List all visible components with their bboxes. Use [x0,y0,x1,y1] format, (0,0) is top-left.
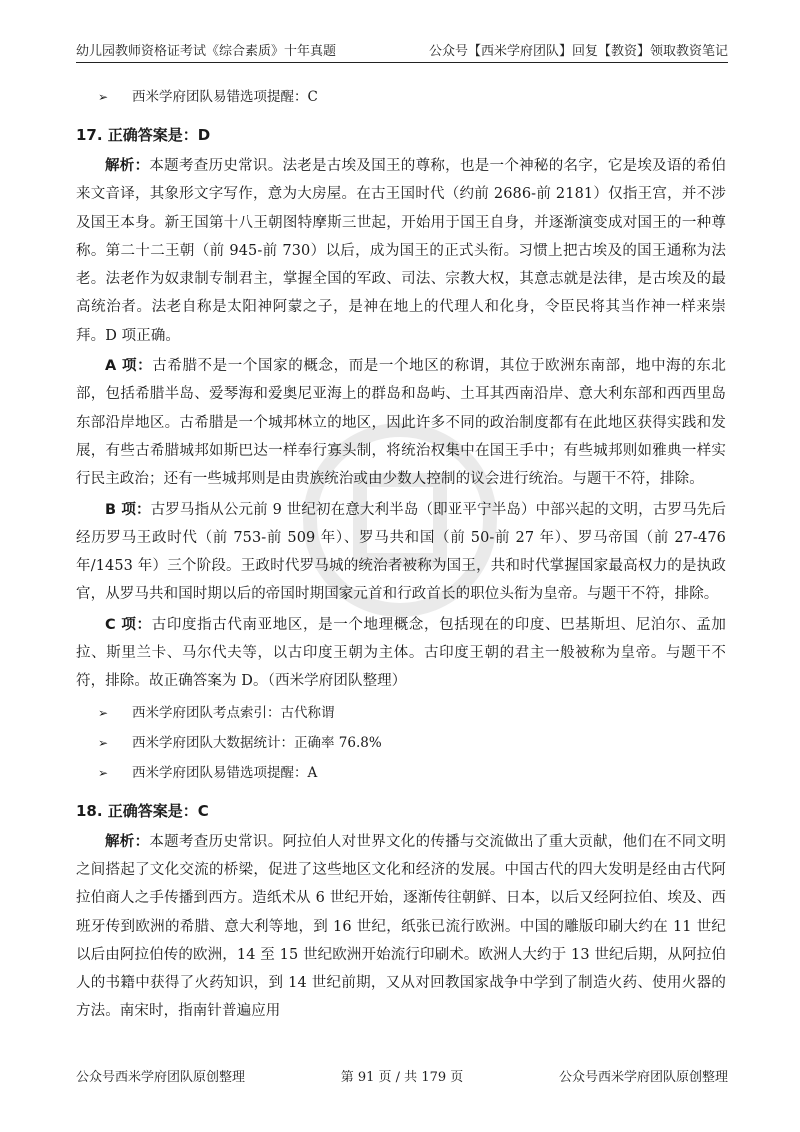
bullet-text: 西米学府团队考点索引：古代称谓 [132,704,335,721]
list-item [76,84,726,110]
arrow-bullet-icon: ➢ [98,90,109,104]
option-b-text: 古罗马指从公元前 9 世纪初在意大利半岛（即亚平宁半岛）中部兴起的文明，古罗马先后经历罗马王政时代（前 753-前 509 年）、罗马共和国（前 50-前 27 年）、罗马帝国（前 27-476 年/1453 年）三个阶段。王政时代罗马城的统治者被称为国王，共和时代掌握国家最高权力的是执政官，从罗马共和国时期以后的帝国时期国家元首和行政首长的职位头衔为皇帝。与题干不符，排除。 [76,501,726,603]
option-a-text: 古希腊不是一个国家的概念，而是一个地区的称谓，其位于欧洲东南部，地中海的东北部，包括希腊半岛、爱琴海和爱奥尼亚海上的群岛和岛屿、土耳其西南沿岸、意大利东部和西西里岛东部沿岸地区。古希腊是一个城邦林立的地区，因此许多不同的政治制度都有在此地区获得实践和发展，有些古希腊城邦如斯巴达一样奉行寡头制，将统治权集中在国王手中；有些城邦则如雅典一样实行民主政治；还有一些城邦则是由贵族统治或由少数人控制的议会进行统治。与题干不符，排除。 [76,358,727,488]
option-a-label: A 项： [105,358,153,375]
header-promo: 公众号【西米学府团队】回复【教资】领取教资笔记 [428,44,728,59]
footer-right: 公众号西米学府团队原创整理 [558,1070,728,1085]
option-c-text: 古印度指古代南亚地区，是一个地理概念，包括现在的印度、巴基斯坦、尼泊尔、孟加拉、斯里兰卡、马尔代夫等，以古印度王朝为主体。古印度王朝的君主一般被称为皇帝。与题干不符，排除。故正确答案为 D。（西米学府团队整理） [76,616,727,690]
bullet-text: 西米学府团队易错选项提醒：C [132,89,318,105]
analysis-text: 本题考查历史常识。法老是古埃及国王的尊称，也是一个神秘的名字，它是埃及语的希伯来文音译，其象形文字写作，意为大房屋。在古王国时代（约前 2686-前 2181）仅指王宫，并不涉及国王本身。新王国第十八王朝图特摩斯三世起，开始用于国王自身，并逐渐演变成对国王的一种尊称。第二十二王朝（前 945-前 730）以后，成为国王的正式头衔。习惯上把古埃及的国王通称为法老。法老作为奴隶制专制君主，掌握全国的军政、司法、宗教大权，其意志就是法律，是古埃及的最高统治者。法老自称是太阳神阿蒙之子，是神在地上的代理人和化身，令臣民将其当作神一样来崇拜。D 项正确。 [76,158,726,344]
page-footer [76,1062,728,1090]
list-item [76,730,726,756]
arrow-bullet-icon: ➢ [98,735,109,750]
analysis-label: 解析： [105,158,150,174]
list-item [76,700,726,726]
q17-analysis [76,152,726,350]
page-number: 第 91 页 / 共 179 页 [340,1070,464,1085]
footer-left: 公众号西米学府团队原创整理 [76,1070,246,1085]
q17-option-a [76,352,726,493]
list-item [76,760,726,786]
q18-analysis [76,828,726,1026]
question-17-heading: 17. 正确答案是：D [76,126,211,144]
option-c-label: C 项： [105,616,152,633]
arrow-bullet-icon: ➢ [98,705,109,720]
page-header [76,36,728,63]
q17-option-b [76,496,726,609]
analysis-text: 本题考查历史常识。阿拉伯人对世界文化的传播与交流做出了重大贡献，他们在不同文明之间搭起了文化交流的桥梁，促进了这些地区文化和经济的发展。中国古代的四大发明是经由古代阿拉伯商人之手传播到西方。造纸术从 6 世纪开始，逐渐传往朝鲜、日本，以后又经阿拉伯、埃及、西班牙传到欧洲的希腊、意大利等地，到 16 世纪，纸张已流行欧洲。中国的雕版印刷大约在 11 世纪以后由阿拉伯传的欧洲，14 至 15 世纪欧洲开始流行印刷术。欧洲人大约于 13 世纪后期，从阿拉伯人的书籍中获得了火药知识，到 14 世纪前期，又从对回教国家战争中学到了制造火药、使用火器的方法。南宋时，指南针普遍应用 [76,833,726,1020]
page-body [76,80,726,1026]
bullet-text: 西米学府团队易错选项提醒：A [132,764,318,781]
arrow-bullet-icon: ➢ [98,765,109,780]
bullet-text: 西米学府团队大数据统计：正确率 76.8% [132,734,382,751]
q17-option-c [76,611,726,696]
question-18-heading: 18. 正确答案是：C [76,801,209,820]
analysis-label: 解析： [105,833,150,850]
header-doc-title: 幼儿园教师资格证考试《综合素质》十年真题 [76,44,337,59]
option-b-label: B 项： [105,501,151,518]
